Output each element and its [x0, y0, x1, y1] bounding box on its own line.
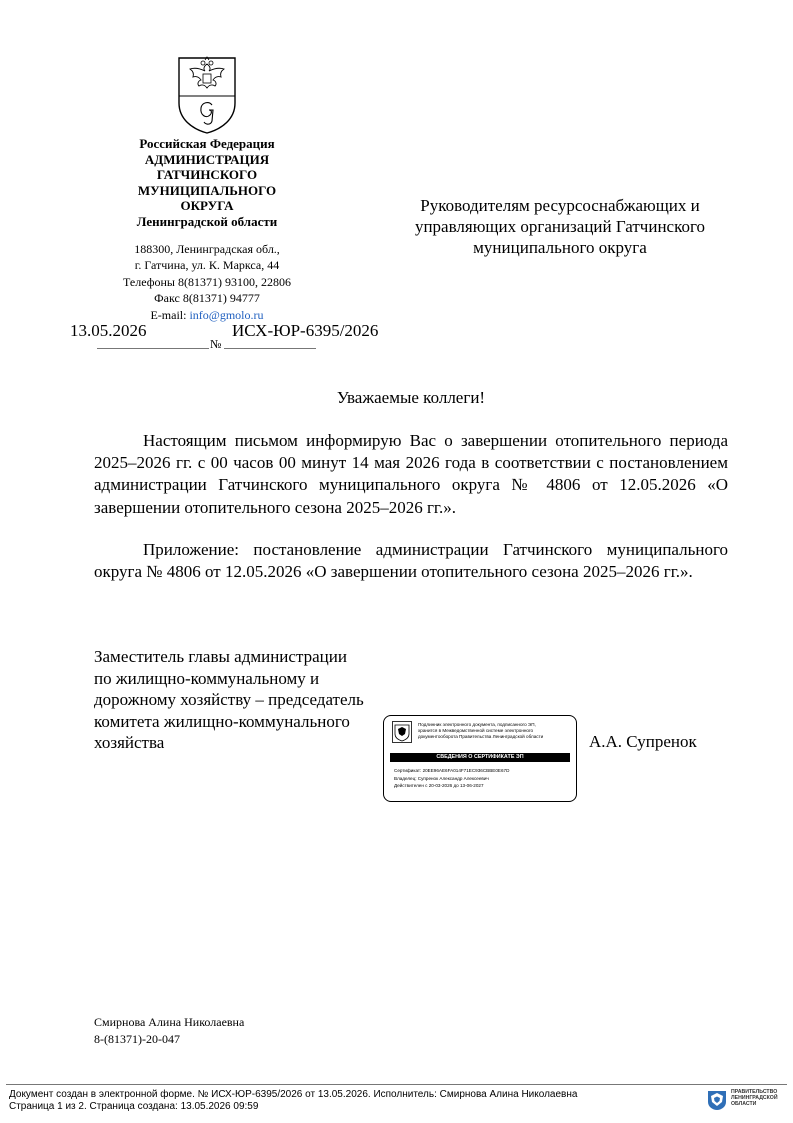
sender-country: Российская Федерация: [139, 136, 275, 151]
stamp-intro: [418, 722, 572, 740]
signatory-title-line1: Заместитель главы администрации: [94, 647, 347, 666]
stamp-owner: Владелец: Супренок Александр Алексеевич: [394, 775, 489, 781]
stamp-certificate: Сертификат: 20EE96AE6FA014F71EC936CBBE0E67D: [394, 768, 510, 773]
sender-org-line2: ГАТЧИНСКОГО: [156, 167, 258, 182]
coat-of-arms-icon: [176, 55, 238, 135]
sender-org-line3: МУНИЦИПАЛЬНОГО: [137, 182, 277, 198]
sender-block: [98, 136, 316, 229]
addressee-line2: управляющих организаций Гатчинского: [414, 217, 706, 236]
sender-address-line2: г. Гатчина, ул. К. Маркса, 44: [134, 258, 280, 273]
sender-org-line4: ОКРУГА: [180, 198, 234, 213]
government-logo-text: [731, 1089, 778, 1107]
executor-phone: 8-(81371)-20-047: [94, 1031, 180, 1046]
stamp-intro-line1: Подлинник электронного документа, подписанного ЭП,: [418, 722, 536, 727]
signatory-title-line2: по жилищно-коммунальному и: [94, 668, 320, 688]
stamp-intro-line3: документооборота Правительства Ленинградской области: [418, 734, 544, 739]
footer-line2: Страница 1 из 2. Страница создана: 13.05.2026 09:59: [9, 1100, 259, 1112]
footer-line1: Документ создан в электронной форме. № ИСХ-ЮР-6395/2026 от 13.05.2026. Исполнитель: Смирнова Алина Николаевна: [9, 1089, 578, 1100]
stamp-crest-icon: [392, 721, 412, 743]
gov-logo-line2: ЛЕНИНГРАДСКОЙ: [731, 1095, 778, 1101]
signatory-title: [94, 646, 394, 754]
signatory-title-line4: комитета жилищно-коммунального: [94, 711, 350, 731]
letter-paragraph: Настоящим письмом информирую Вас о завершении отопительного периода 2025–2026 гг. с 00 часов 00 минут 14 мая 2026 года в соответствии с постановлением администрации Гатчинского муниципального округа № 4806 от 12.05.2026 «О завершении отопительного сезона 2025–2026 гг.».: [94, 431, 728, 517]
executor-name: Смирнова Алина Николаевна: [94, 1015, 245, 1029]
registration-number: ИСХ-ЮР-6395/2026: [232, 321, 379, 340]
sender-address-block: [98, 241, 316, 323]
salutation: Уважаемые коллеги!: [336, 388, 486, 407]
sender-phones: Телефоны 8(81371) 93100, 22806: [123, 274, 291, 289]
registration-date: 13.05.2026: [70, 321, 147, 340]
addressee-line1: Руководителям ресурсоснабжающих и: [420, 196, 700, 215]
gov-logo-line3: ОБЛАСТИ: [731, 1101, 757, 1107]
addressee-line3: муниципального округа: [473, 238, 647, 257]
sender-region: Ленинградской области: [136, 213, 278, 229]
footer-text: [9, 1089, 577, 1112]
signatory-title-line5: хозяйства: [94, 733, 165, 752]
footer-divider: [6, 1084, 787, 1085]
registration-number-underline: [224, 348, 316, 349]
stamp-intro-line2: хранится в Межведомственной системе электронного: [418, 728, 534, 733]
gov-logo-line1: ПРАВИТЕЛЬСТВО: [731, 1089, 778, 1095]
executor-block: [94, 1014, 244, 1047]
attachment-paragraph: Приложение: постановление администрации Гатчинского муниципального округа № 4806 от 12.05.2026 «О завершении отопительного сезона 2025–2026 гг.».: [94, 540, 728, 582]
registration-number-sign: №: [210, 337, 222, 351]
sender-address-line1: 188300, Ленинградская обл.,: [134, 242, 280, 256]
signatory-title-line3: дорожному хозяйству – председатель: [94, 690, 364, 709]
stamp-certificate-band: СВЕДЕНИЯ О СЕРТИФИКАТЕ ЭП: [390, 753, 570, 762]
addressee-block: [392, 195, 728, 258]
government-logo-icon: [706, 1089, 728, 1111]
signatory-name: А.А. Супренок: [589, 732, 697, 751]
sender-fax: Факс 8(81371) 94777: [154, 291, 260, 306]
registration-date-underline: [97, 348, 209, 349]
sender-email-label: E-mail:: [150, 307, 190, 322]
stamp-validity: Действителен с 20-03-2026 до 13-06-2027: [394, 783, 484, 789]
sender-org-line1: АДМИНИСТРАЦИЯ: [144, 151, 270, 167]
stamp-details: [394, 767, 570, 790]
sender-email-link[interactable]: info@gmolo.ru: [189, 307, 264, 322]
digital-signature-stamp: [383, 715, 577, 802]
